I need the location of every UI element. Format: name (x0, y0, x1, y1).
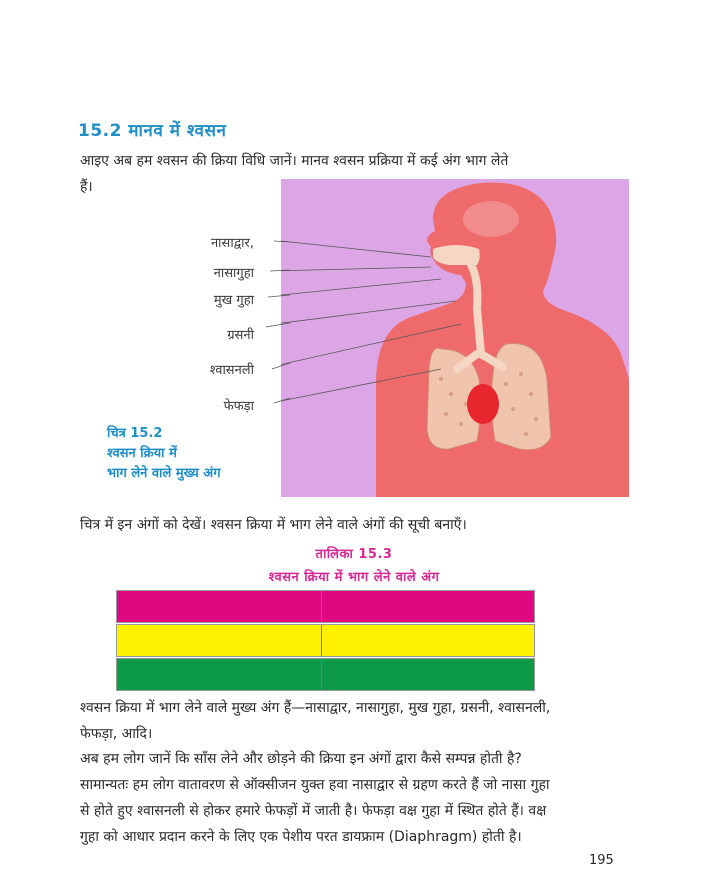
caption-line-1: चित्र 15.2 (107, 426, 163, 441)
table-row-2 (116, 624, 535, 657)
body-line-4: गुहा को आधार प्रदान करने के लिए एक पेशीय परत डायफ्राम (Diaphragm) होती है। (80, 829, 522, 845)
organs-line-2: फेफड़ा, आदि। (80, 726, 153, 742)
caption-line-3: भाग लेने वाले मुख्य अंग (107, 466, 221, 481)
figure-caption (107, 424, 221, 484)
table-title: श्वसन क्रिया में भाग लेने वाले अंग (268, 570, 440, 585)
body-line-2: सामान्यतः हम लोग वातावरण से ऑक्सीजन युक्त हवा नासाद्वार से ग्रहण करते हैं जो नासा गुहा (80, 777, 550, 793)
body-paragraph (80, 746, 632, 850)
label-lungs: फेफड़ा (223, 399, 254, 414)
label-nostril: नासाद्वार, (210, 236, 254, 251)
table-number: तालिका 15.3 (315, 547, 393, 562)
label-pharynx: ग्रसनी (227, 328, 254, 343)
organs-paragraph (80, 695, 632, 747)
label-nasal-cavity: नासागुहा (213, 266, 254, 281)
label-trachea: श्वासनली (209, 363, 254, 378)
column-divider (321, 625, 322, 656)
instruction-text: चित्र में इन अंगों को देखें। श्वसन क्रिया में भाग लेने वाले अंगों की सूची बनाएँ। (80, 517, 467, 533)
head-highlight (463, 201, 519, 237)
column-divider (321, 659, 322, 690)
section-heading: 15.2 मानव में श्वसन (78, 121, 227, 141)
table-row-1 (116, 590, 535, 623)
heart (467, 384, 499, 424)
leader-line-extensions (250, 179, 290, 439)
organs-line-1: श्वसन क्रिया में भाग लेने वाले मुख्य अंग हैं—नासाद्वार, नासागुहा, मुख गुहा, ग्रसनी, श्वासनली, (80, 700, 551, 716)
page-number: 195 (589, 853, 614, 868)
intro-line-1: आइए अब हम श्वसन की क्रिया विधि जानें। मानव श्वसन प्रक्रिया में कई अंग भाग लेते (80, 153, 509, 169)
body-line-3: से होते हुए श्वासनली से होकर हमारे फेफड़ों में जाती है। फेफड़ा वक्ष गुहा में स्थित होते हैं। वक्ष (80, 803, 547, 819)
body-line-1: अब हम लोग जानें कि साँस लेने और छोड़ने की क्रिया इन अंगों द्वारा कैसे सम्पन्न होती है? (80, 751, 522, 767)
respiratory-figure (281, 179, 629, 497)
caption-line-2: श्वसन क्रिया में (107, 446, 177, 461)
column-divider (321, 591, 322, 622)
respiratory-illustration (281, 179, 629, 497)
table-row-3 (116, 658, 535, 691)
intro-line-2: हैं। (80, 179, 93, 195)
label-mouth-cavity: मुख गुहा (213, 293, 254, 308)
